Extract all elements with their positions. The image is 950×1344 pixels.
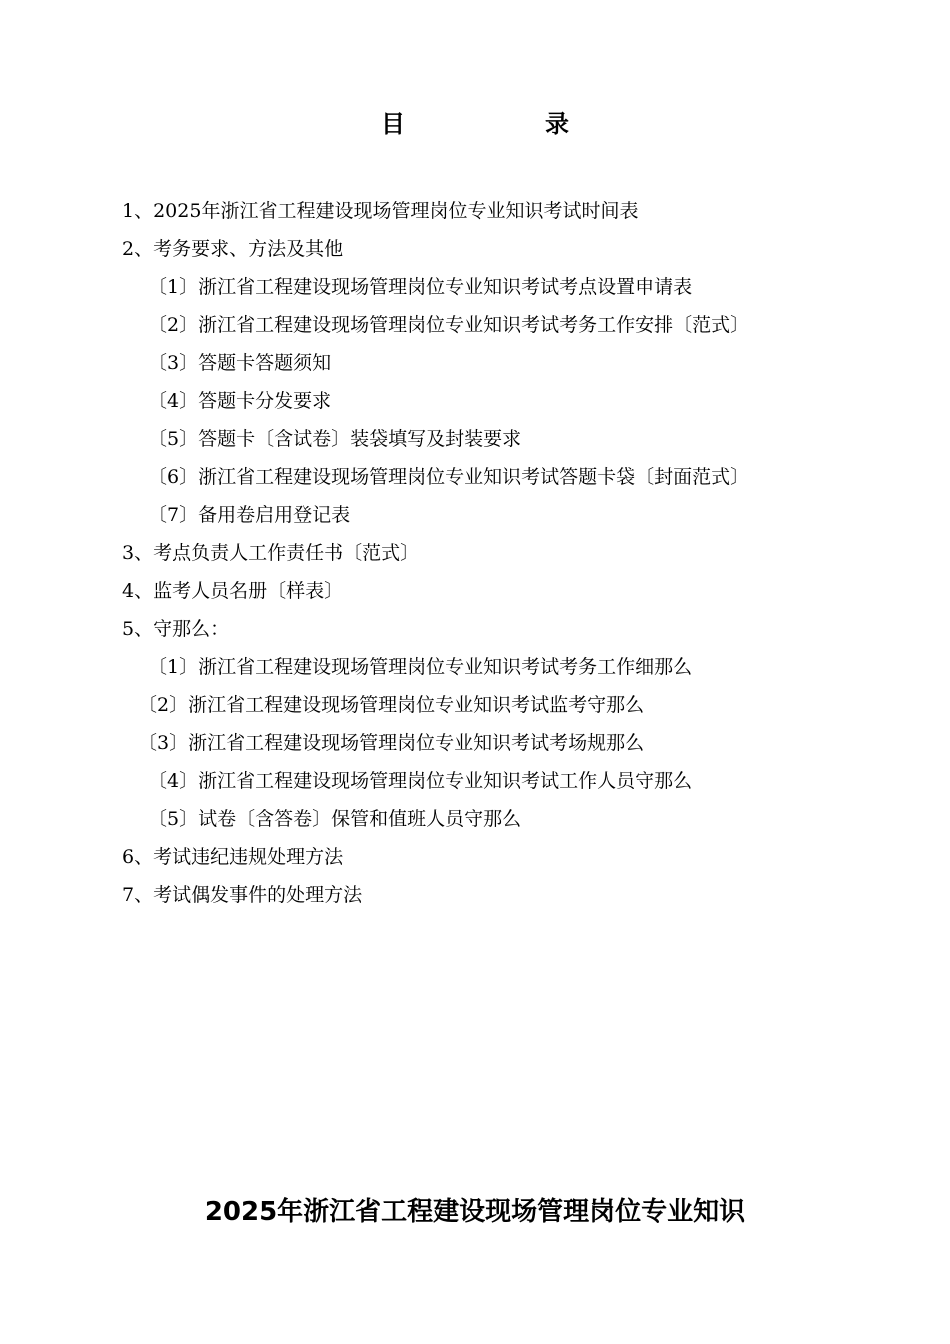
next-section-title: 2025年浙江省工程建设现场管理岗位专业知识 xyxy=(204,1197,746,1227)
toc-entry-2-2: 〔2〕浙江省工程建设现场管理岗位专业知识考试考务工作安排〔范式〕 xyxy=(148,314,750,336)
toc-heading-char-2: 录 xyxy=(545,110,569,138)
toc-list xyxy=(122,192,832,914)
toc-heading-char-1: 目 xyxy=(381,110,405,138)
toc-entry-5: 5、守那么： xyxy=(122,618,230,640)
toc-entry-7: 7、考试偶发事件的处理方法 xyxy=(122,884,363,906)
toc-entry-5-5: 〔5〕试卷〔含答卷〕保管和值班人员守那么 xyxy=(148,808,522,830)
toc-entry-2-1: 〔1〕浙江省工程建设现场管理岗位专业知识考试考点设置申请表 xyxy=(148,276,693,298)
toc-entry-5-3: 〔3〕浙江省工程建设现场管理岗位专业知识考试考场规那么 xyxy=(138,732,645,754)
toc-entry-1: 1、2025年浙江省工程建设现场管理岗位专业知识考试时间表 xyxy=(122,200,639,222)
toc-entry-5-4: 〔4〕浙江省工程建设现场管理岗位专业知识考试工作人员守那么 xyxy=(148,770,693,792)
toc-entry-2-4: 〔4〕答题卡分发要求 xyxy=(148,390,332,412)
toc-entry-4: 4、监考人员名册〔样表〕 xyxy=(122,580,344,602)
toc-entry-2: 2、考务要求、方法及其他 xyxy=(122,238,344,260)
toc-entry-2-3: 〔3〕答题卡答题须知 xyxy=(148,352,332,374)
toc-entry-6: 6、考试违纪违规处理方法 xyxy=(122,846,344,868)
toc-entry-5-1: 〔1〕浙江省工程建设现场管理岗位专业知识考试考务工作细那么 xyxy=(148,656,693,678)
toc-entry-2-7: 〔7〕备用卷启用登记表 xyxy=(148,504,351,526)
toc-entry-3: 3、考点负责人工作责任书〔范式〕 xyxy=(122,542,420,564)
toc-entry-2-6: 〔6〕浙江省工程建设现场管理岗位专业知识考试答题卡袋〔封面范式〕 xyxy=(148,466,750,488)
toc-heading xyxy=(0,108,950,140)
toc-entry-2-5: 〔5〕答题卡〔含试卷〕装袋填写及封装要求 xyxy=(148,428,522,450)
toc-entry-5-2: 〔2〕浙江省工程建设现场管理岗位专业知识考试监考守那么 xyxy=(138,694,645,716)
